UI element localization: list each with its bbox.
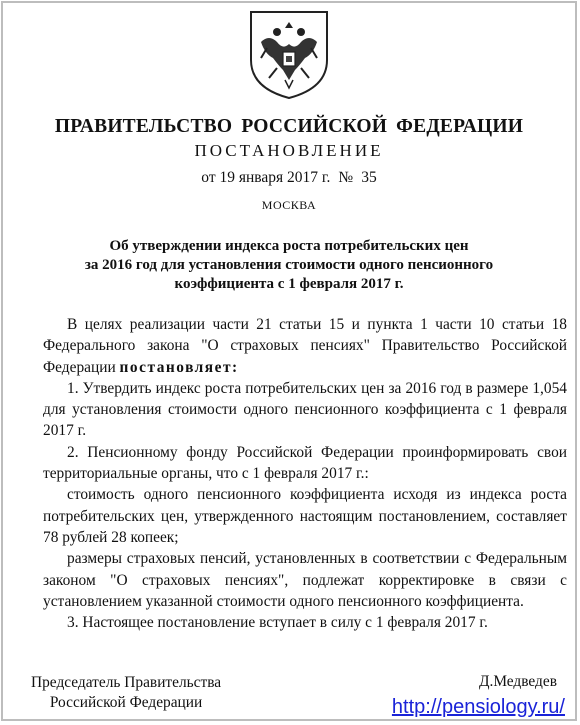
document-page <box>1 1 577 721</box>
item-2-sub-2: размеры страховых пенсий, установленных в соответствии с Федеральным законом "О страховых пенсиях", подлежат корректировке в связи с установлением указанной стоимости одного пенсионного коэффициента. <box>43 550 567 610</box>
item-3: 3. Настоящее постановление вступает в силу с 1 февраля 2017 г. <box>67 614 488 632</box>
site-watermark-link[interactable]: http://pensiology.ru/ <box>388 696 569 719</box>
heading-line: коэффициента с 1 февраля 2017 г. <box>174 276 404 292</box>
heading-line: за 2016 год для установления стоимости одного пенсионного <box>84 257 494 273</box>
position-line: Российской Федерации <box>49 694 203 711</box>
decree-number: 35 <box>361 169 377 186</box>
document-type: ПОСТАНОВЛЕНИЕ <box>194 141 384 160</box>
number-sign: № <box>338 169 354 186</box>
signatory-name: Д.Медведев <box>478 673 557 690</box>
item-1: 1. Утвердить индекс роста потребительских цен за 2016 год в размере 1,054 для установления стоимости одного пенсионного коэффициента с 1 февраля 2017 г. <box>43 379 567 440</box>
coat-of-arms-emblem <box>247 8 331 102</box>
decree-date: от 19 января 2017 г. <box>201 169 331 186</box>
decree-body <box>43 314 567 633</box>
item-2-sub-1: стоимость одного пенсионного коэффициента исходя из индекса роста потребительских цен, утвержденного настоящим постановлением, составляет 78 рублей 28 копеек; <box>43 486 567 546</box>
intro-emphasis: постановляет: <box>119 358 239 376</box>
signatory-position <box>31 673 221 713</box>
intro-text: В целях реализации части 21 статьи 15 и пункта 1 части 10 статьи 18 Федерального закона "О страховых пенсиях" Правительство Российской Федерации <box>43 316 567 376</box>
document-heading <box>43 237 535 294</box>
government-title: ПРАВИТЕЛЬСТВО РОССИЙСКОЙ ФЕДЕРАЦИИ <box>54 116 524 137</box>
date-number-line <box>3 169 575 187</box>
position-line: Председатель Правительства <box>31 674 222 691</box>
item-2: 2. Пенсионному фонду Российской Федерации проинформировать свои территориальные органы, что с 1 февраля 2017 г.: <box>43 443 567 483</box>
city-label: МОСКВА <box>261 198 317 212</box>
intro-paragraph <box>43 314 567 378</box>
heading-line: Об утверждении индекса роста потребительских цен <box>109 238 469 254</box>
